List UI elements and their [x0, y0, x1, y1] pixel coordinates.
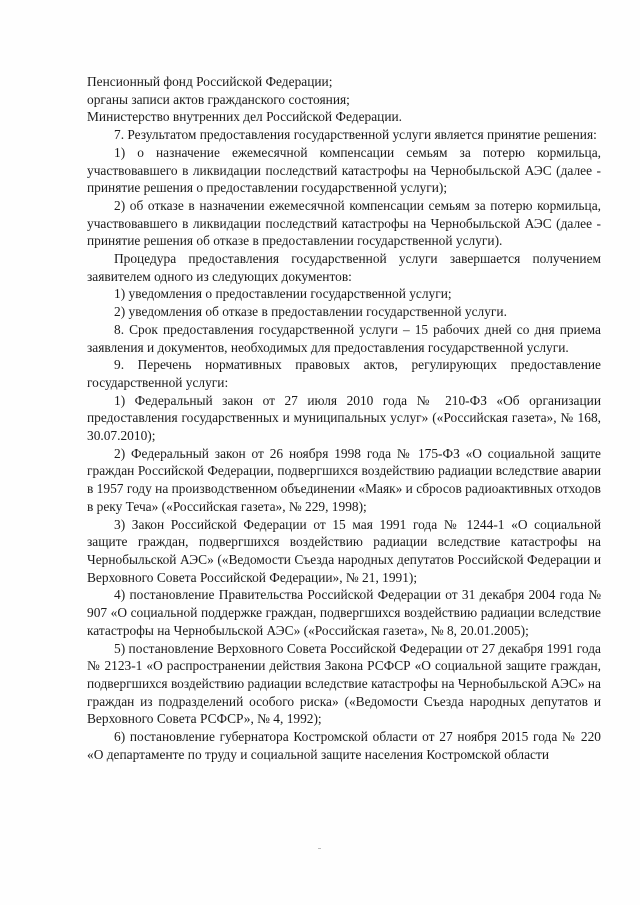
paragraph: 2) Федеральный закон от 26 ноября 1998 года № 175-ФЗ «О социальной защите граждан Российской Федерации, подвергшихся воздействию радиации вследствие аварии в 1957 году на производственном объединении «Маяк» и сбросов радиоактивных отходов в реку Теча» («Российская газета», № 229, 1998); — [87, 445, 601, 514]
paragraph: 1) уведомления о предоставлении государственной услуги; — [114, 286, 452, 302]
paragraph: 2) уведомления об отказе в предоставлении государственной услуги. — [114, 304, 507, 320]
paragraph: Процедура предоставления государственной услуги завершается получением заявителем одного из следующих документов: — [87, 251, 601, 284]
paragraph: 7. Результатом предоставления государственной услуги является принятие решения: — [114, 127, 597, 143]
paragraph: 2) об отказе в назначении ежемесячной компенсации семьям за потерю кормильца, участвовавшего в ликвидации последствий катастрофы на Чернобыльской АЭС (далее - принятие решения об отказе в предоставлении государственной услуги). — [87, 197, 601, 249]
paragraph: 1) о назначение ежемесячной компенсации семьям за потерю кормильца, участвовавшего в ликвидации последствий катастрофы на Чернобыльской АЭС (далее - принятие решения о предоставлении государственной услуги); — [87, 144, 601, 196]
paragraph: 8. Срок предоставления государственной услуги – 15 рабочих дней со дня приема заявления и документов, необходимых для предоставления государственной услуги. — [87, 321, 601, 355]
paragraph: Пенсионный фонд Российской Федерации; — [87, 74, 333, 89]
paragraph: 4) постановление Правительства Российской Федерации от 31 декабря 2004 года № 907 «О социальной поддержке граждан, подвергшихся воздействию радиации вследствие катастрофы на Чернобыльской АЭС» («Российская газета», № 8, 20.01.2005); — [87, 587, 601, 638]
scan-artifact — [318, 848, 321, 849]
paragraph: 9. Перечень нормативных правовых актов, регулирующих предоставление государственной услуги: — [87, 357, 601, 390]
document-body — [87, 73, 601, 763]
paragraph: 6) постановление губернатора Костромской области от 27 ноября 2015 года № 220 «О департаменте по труду и социальной защите населения Костромской области — [87, 729, 601, 762]
paragraph: Министерство внутренних дел Российской Федерации. — [87, 109, 402, 125]
paragraph: 1) Федеральный закон от 27 июля 2010 года № 210-ФЗ «Об организации предоставления государственных и муниципальных услуг» («Российская газета», № 168, 30.07.2010); — [87, 392, 601, 444]
paragraph: 3) Закон Российской Федерации от 15 мая 1991 года № 1244-1 «О социальной защите граждан, подвергшихся воздействию радиации вследствие катастрофы на Чернобыльской АЭС» («Ведомости Съезда народных депутатов Российской Федерации и Верховного Совета Российской Федерации», № 21, 1991); — [87, 516, 601, 585]
paragraph: 5) постановление Верховного Совета Российской Федерации от 27 декабря 1991 года № 2123-1 «О распространении действия Закона РСФСР «О социальной защите граждан, подвергшихся воздействию радиации вследствие катастрофы на Чернобыльской АЭС» на граждан из подразделений особого риска» («Ведомости Съезда народных депутатов и Верховного Совета РСФСР», № 4, 1992); — [87, 640, 601, 727]
paragraph: органы записи актов гражданского состояния; — [87, 91, 350, 107]
